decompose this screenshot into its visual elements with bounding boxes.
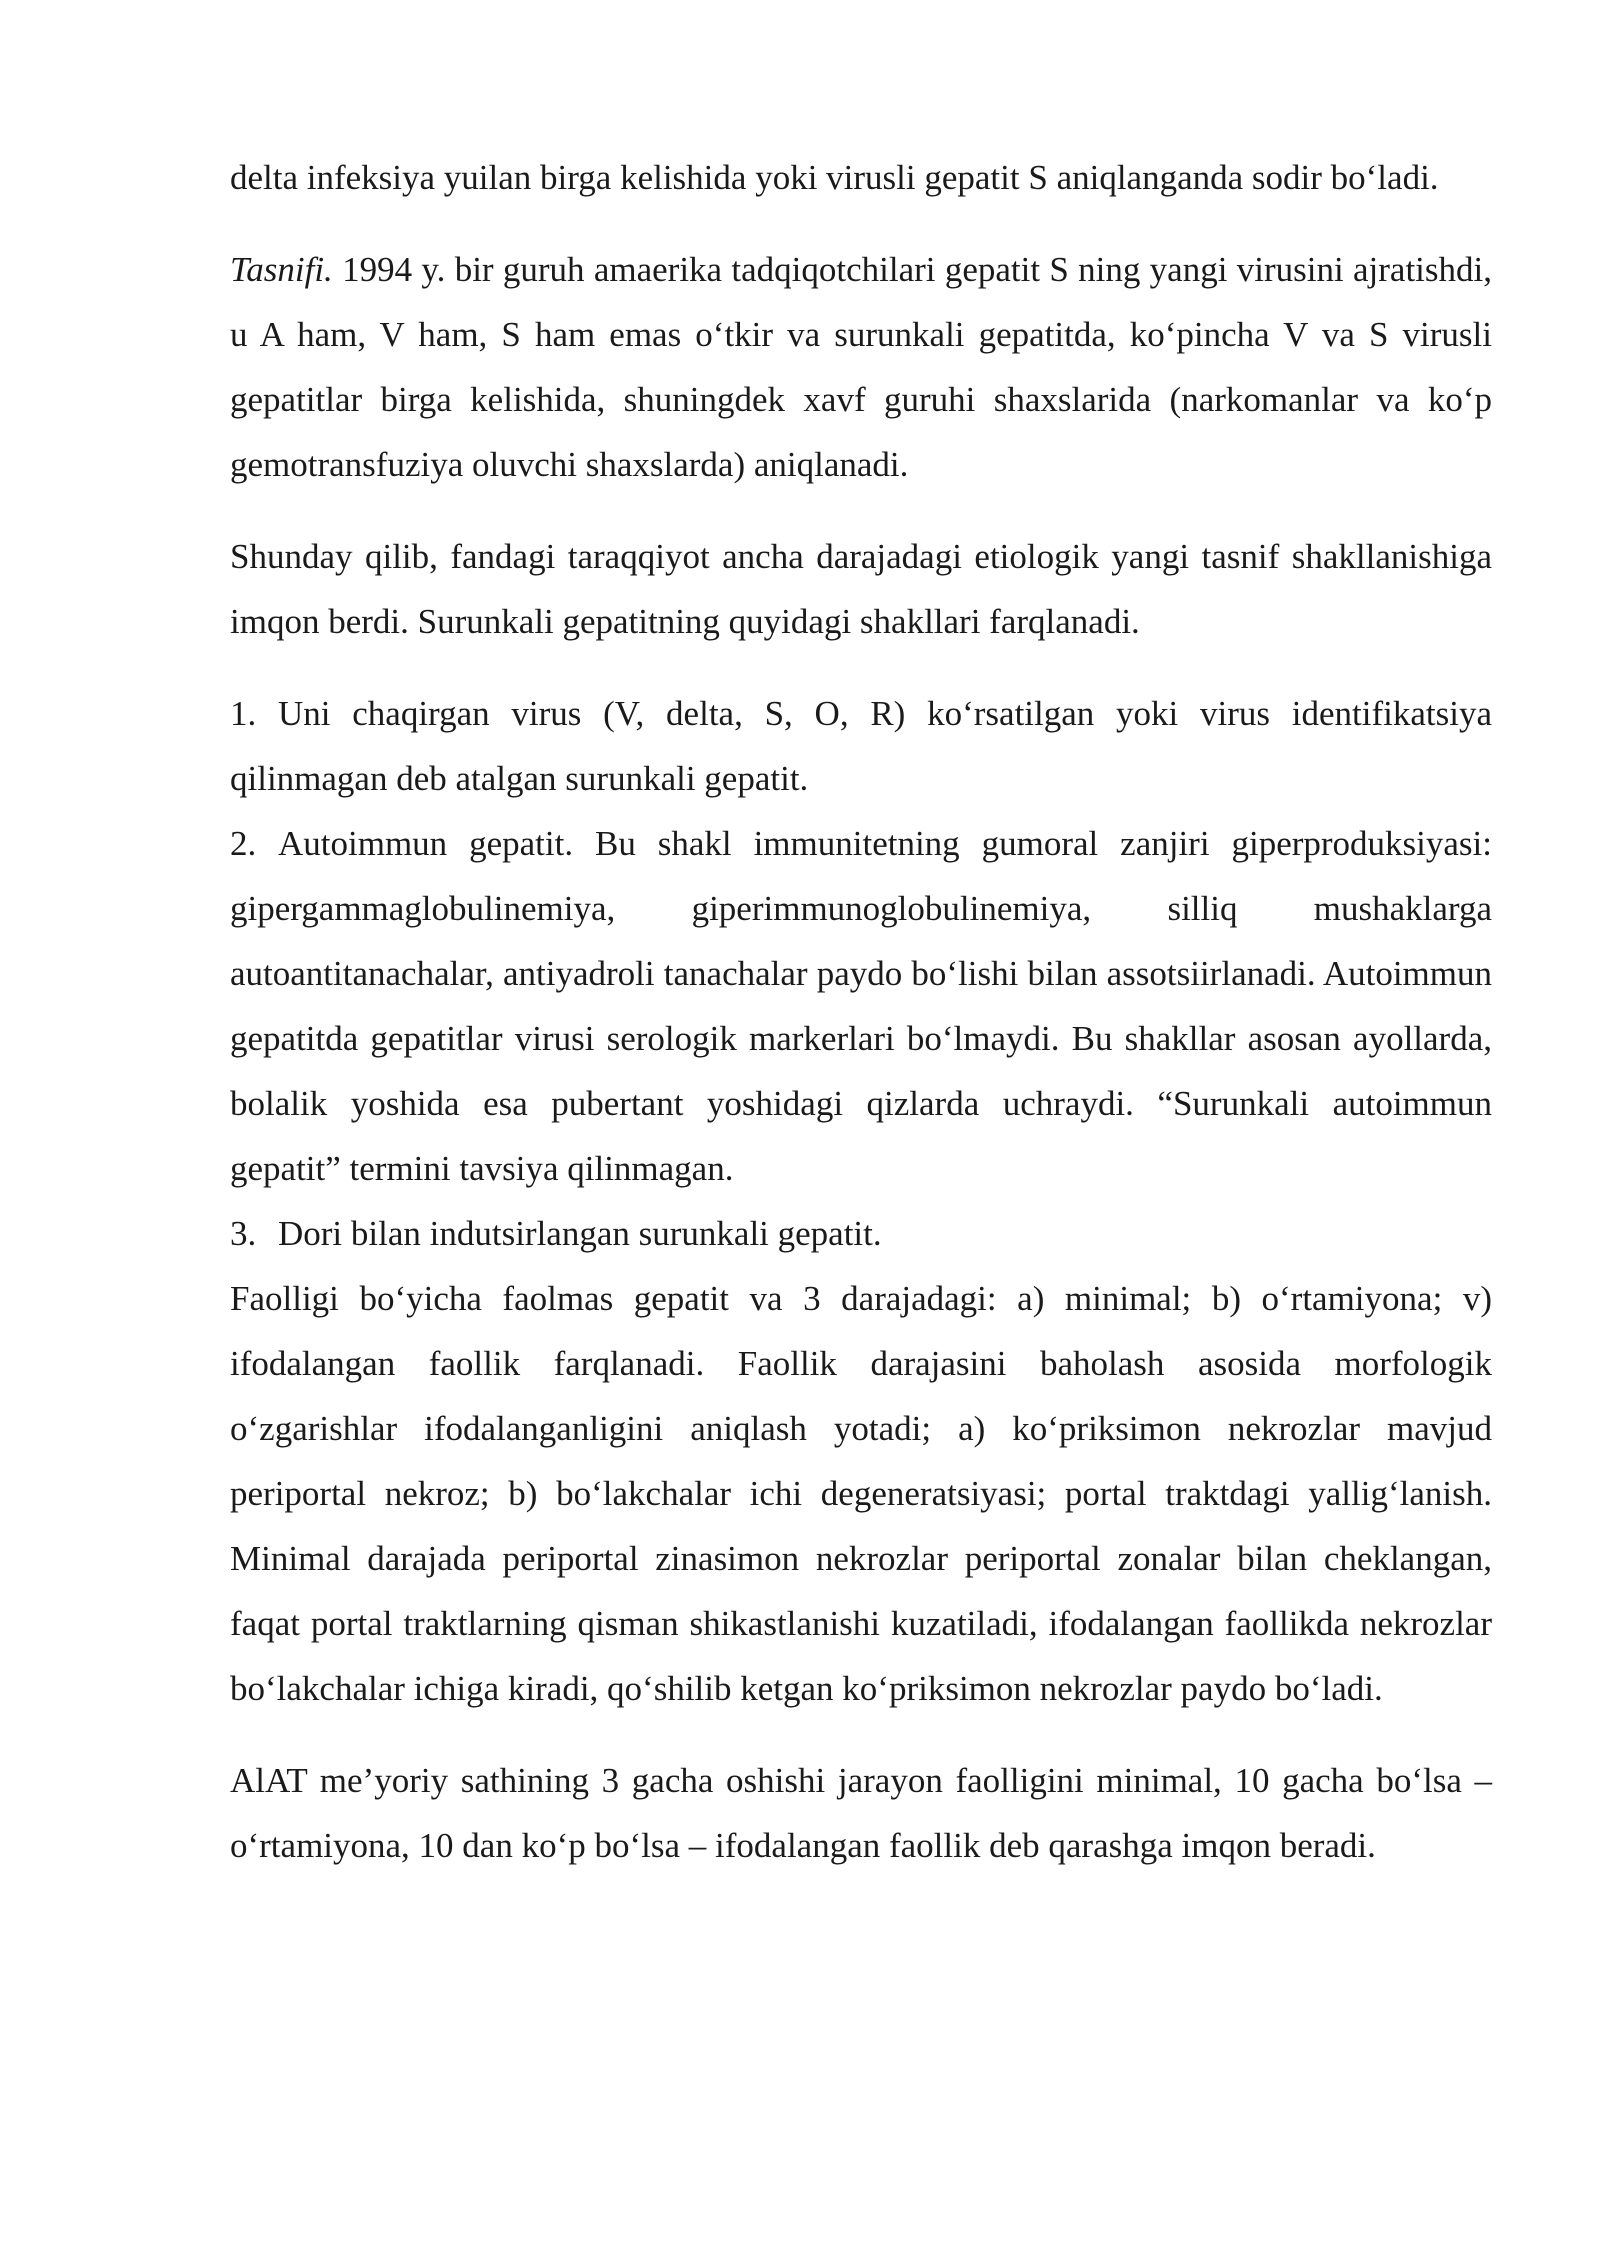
paragraph-classification	[230, 237, 1492, 497]
classification-heading: Tasnifi.	[230, 250, 333, 289]
document-body	[230, 145, 1492, 1905]
list-item-number: 1.	[230, 694, 257, 733]
paragraph-intro: delta infeksiya yuilan birga kelishida yoki virusli gepatit S aniqlanganda sodir bo‘ladi.	[230, 158, 1439, 197]
paragraph-alat: AlAT me’yoriy sathining 3 gacha oshishi jarayon faolligini minimal, 10 gacha bo‘lsa – o‘rtamiyona, 10 dan ko‘p bo‘lsa – ifodalangan faollik deb qarashga imqon beradi.	[230, 1761, 1492, 1865]
list-item-text: Dori bilan indutsirlangan surunkali gepatit.	[278, 1214, 882, 1253]
list-item	[230, 1201, 1492, 1266]
list-item-number: 2.	[230, 824, 257, 863]
list-item	[230, 681, 1492, 811]
list-item-text: Uni chaqirgan virus (V, delta, S, O, R) ko‘rsatilgan yoki virus identifikatsiya qilinmagan deb atalgan surunkali gepatit.	[230, 694, 1492, 798]
list-item	[230, 811, 1492, 1201]
list-item-number: 3.	[230, 1214, 257, 1253]
list-item-text: Autoimmun gepatit. Bu shakl immunitetning gumoral zanjiri giperproduksiyasi: gipergammaglobulinemiya, giperimmunoglobulinemiya, silliq mushaklarga autoantitanachalar, antiyadroli tanachalar paydo bo‘lishi bilan assotsiirlanadi. Autoimmun gepatitda gepatitlar virusi serologik markerlari bo‘lmaydi. Bu shakllar asosan ayollarda, bolalik yoshida esa pubertant yoshidagi qizlarda uchraydi. “Surunkali autoimmun gepatit” termini tavsiya qilinmagan.	[230, 824, 1492, 1188]
paragraph-activity: Faolligi bo‘yicha faolmas gepatit va 3 darajadagi: a) minimal; b) o‘rtamiyona; v) ifodalangan faollik farqlanadi. Faollik darajasini baholash asosida morfologik o‘zgarishlar ifodalanganligini aniqlash yotadi; a) ko‘priksimon nekrozlar mavjud periportal nekroz; b) bo‘lakchalar ichi degeneratsiyasi; portal traktdagi yallig‘lanish. Minimal darajada periportal zinasimon nekrozlar periportal zonalar bilan cheklangan, faqat portal traktlarning qisman shikastlanishi kuzatiladi, ifodalangan faollikda nekrozlar bo‘lakchalar ichiga kiradi, qo‘shilib ketgan ko‘priksimon nekrozlar paydo bo‘ladi.	[230, 1279, 1492, 1708]
classification-text: 1994 y. bir guruh amaerika tadqiqotchilari gepatit S ning yangi virusini ajratishdi, u A ham, V ham, S ham emas o‘tkir va surunkali gepatitda, ko‘pincha V va S virusli gepatitlar birga kelishida, shuningdek xavf guruhi shaxslarida (narkomanlar va ko‘p gemotransfuziya oluvchi shaxslarda) aniqlanadi.	[230, 250, 1492, 484]
paragraph-summary: Shunday qilib, fandagi taraqqiyot ancha darajadagi etiologik yangi tasnif shakllanishiga imqon berdi. Surunkali gepatitning quyidagi shakllari farqlanadi.	[230, 537, 1492, 641]
